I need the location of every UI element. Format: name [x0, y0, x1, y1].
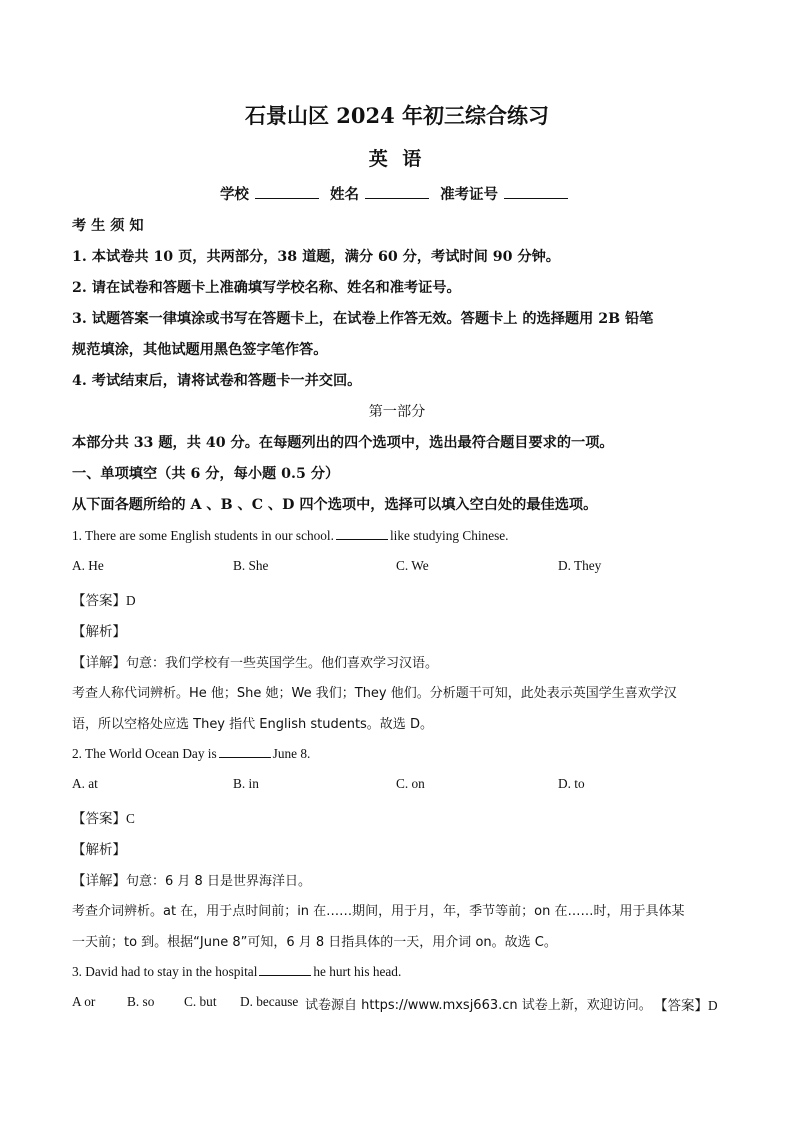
q3-stem — [72, 963, 401, 980]
q1-option-d: D. They — [558, 558, 602, 573]
q1-explain-line-2: 语，所以空格处应选 They 指代 English students。故选 D。 — [72, 717, 433, 732]
q3-option-b: B. so — [127, 994, 155, 1009]
q2-blank — [219, 745, 271, 758]
school-label: 学校 — [219, 186, 249, 203]
q2-stem-start: 2. The World Ocean Day is — [72, 746, 217, 761]
q1-stem-start: 1. There are some English students in our school. — [72, 528, 334, 543]
q1-option-c: C. We — [396, 558, 429, 573]
q1-explain-line-1: 考查人称代词辨析。He 他；She 她；We 我们；They 他们。分析题干可知，此处表示英国学生喜欢学汉 — [72, 686, 677, 701]
part-one-heading: 第一部分 — [368, 404, 426, 420]
q3-answer-value: D — [708, 998, 718, 1013]
q3-option-c: C. but — [184, 994, 217, 1009]
q3-option-d: D. because — [240, 994, 299, 1009]
q2-explain-line-1: 考查介词辨析。at 在，用于点时间前；in 在……期间，用于月，年，季节等前；on 在……时，用于具体某 — [72, 904, 685, 919]
q1-stem — [72, 527, 509, 544]
q3-blank — [259, 963, 311, 976]
notice-item-3-line-1: 3. 试题答案一律填涂或书写在答题卡上，在试卷上作答无效。答题卡上 的选择题用 2B 铅笔 — [72, 311, 654, 327]
notice-heading: 考 生 须 知 — [72, 218, 144, 234]
notice-item-2: 2. 请在试卷和答题卡上准确填写学校名称、姓名和准考证号。 — [72, 280, 461, 296]
q2-explain-line-2: 一天前；to 到。根据“June 8”可知，6 月 8 日指具体的一天，用介词 on。故选 C。 — [72, 935, 557, 950]
q1-answer-value: D — [126, 593, 136, 608]
q1-option-b: B. She — [233, 558, 269, 573]
q2-answer — [72, 807, 135, 827]
q2-analysis-label: 【解析】 — [72, 842, 126, 858]
notice-item-3-line-2: 规范填涂，其他试题用黑色签字笔作答。 — [72, 342, 328, 358]
q3-answer — [654, 994, 718, 1014]
detail-label: 【详解】 — [72, 655, 126, 671]
q3-option-a: A or — [72, 994, 96, 1009]
section-instruction: 从下面各题所给的 A 、B 、C 、D 四个选项中，选择可以填入空白处的最佳选项。 — [72, 497, 598, 513]
q3-stem-end: he hurt his head. — [313, 964, 402, 979]
answer-label: 【答案】 — [72, 593, 126, 609]
q2-option-d: D. to — [558, 776, 585, 791]
student-info-line — [0, 183, 794, 204]
source-note: 试卷源自 https://www.mxsj663.cn 试卷上新，欢迎访问。 — [305, 998, 652, 1013]
q1-detail-text: 句意：我们学校有一些英国学生。他们喜欢学习汉语。 — [126, 656, 439, 671]
q1-answer — [72, 589, 136, 609]
q1-analysis-label: 【解析】 — [72, 624, 126, 640]
q1-blank — [336, 527, 388, 540]
q1-detail — [72, 651, 438, 671]
q2-detail — [72, 869, 311, 889]
part-one-intro: 本部分共 33 题，共 40 分。在每题列出的四个选项中，选出最符合题目要求的一项。 — [72, 435, 614, 451]
answer-label: 【答案】 — [72, 811, 126, 827]
subject-title: 英 语 — [368, 148, 426, 170]
detail-label: 【详解】 — [72, 873, 126, 889]
id-blank[interactable] — [504, 184, 568, 199]
name-blank[interactable] — [365, 184, 429, 199]
q2-answer-value: C — [126, 811, 135, 826]
q1-option-a: A. He — [72, 558, 104, 573]
name-label: 姓名 — [330, 186, 359, 203]
section-title: 一、单项填空（共 6 分，每小题 0.5 分） — [72, 466, 340, 482]
q2-detail-text: 句意：6 月 8 日是世界海洋日。 — [126, 874, 311, 889]
q2-option-b: B. in — [233, 776, 259, 791]
q3-stem-start: 3. David had to stay in the hospital — [72, 964, 258, 979]
notice-item-1: 1. 本试卷共 10 页，共两部分，38 道题，满分 60 分，考试时间 90 分钟。 — [72, 249, 560, 265]
id-label: 准考证号 — [440, 186, 499, 203]
answer-label: 【答案】 — [654, 998, 708, 1014]
q2-stem — [72, 745, 310, 762]
exam-title: 石景山区 2024 年初三综合练习 — [244, 103, 550, 128]
q2-option-a: A. at — [72, 776, 98, 791]
q1-stem-end: like studying Chinese. — [389, 528, 509, 543]
q2-option-c: C. on — [396, 776, 425, 791]
q2-stem-end: June 8. — [272, 746, 311, 761]
notice-item-4: 4. 考试结束后，请将试卷和答题卡一并交回。 — [72, 373, 362, 389]
school-blank[interactable] — [255, 184, 319, 199]
